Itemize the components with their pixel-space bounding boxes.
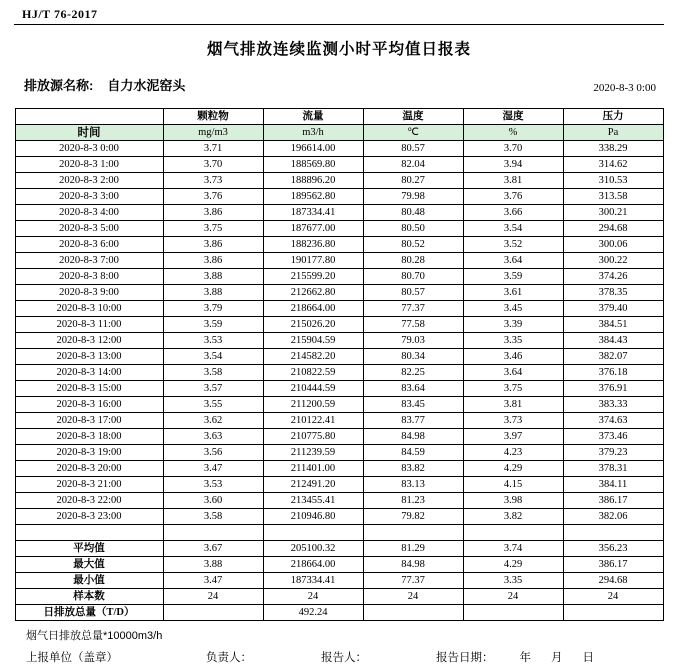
- row-cell: 3.53: [163, 477, 263, 493]
- row-cell: 3.57: [163, 381, 263, 397]
- table-row: [15, 269, 663, 285]
- table-row: [15, 413, 663, 429]
- row-cell: 310.53: [563, 173, 663, 189]
- row-cell: 3.63: [163, 429, 263, 445]
- row-cell: 4.15: [463, 477, 563, 493]
- column-header-0: 颗粒物: [163, 109, 263, 125]
- column-unit-1: m3/h: [263, 125, 363, 141]
- column-unit-2: ℃: [363, 125, 463, 141]
- row-cell: 3.81: [463, 173, 563, 189]
- row-cell: 82.04: [363, 157, 463, 173]
- standard-code: HJ/T 76-2017: [22, 7, 98, 21]
- row-cell: 3.58: [163, 365, 263, 381]
- row-cell: 3.54: [463, 221, 563, 237]
- row-time: 2020-8-3 0:00: [15, 141, 163, 157]
- summary-label: 样本数: [15, 589, 163, 605]
- daily-total-label: 日排放总量（T/D）: [15, 605, 163, 621]
- row-time: 2020-8-3 7:00: [15, 253, 163, 269]
- table-row: [15, 301, 663, 317]
- row-cell: 3.76: [163, 189, 263, 205]
- row-cell: 3.56: [163, 445, 263, 461]
- row-time: 2020-8-3 22:00: [15, 493, 163, 509]
- reporting-unit-label: 上报单位（盖章）: [26, 652, 118, 664]
- summary-cell: 84.98: [363, 557, 463, 573]
- row-cell: 3.55: [163, 397, 263, 413]
- daily-total-empty: [563, 605, 663, 621]
- header-corner: [15, 109, 163, 125]
- row-cell: 3.71: [163, 141, 263, 157]
- row-cell: 376.18: [563, 365, 663, 381]
- row-cell: 213455.41: [263, 493, 363, 509]
- page-title: 烟气排放连续监测小时平均值日报表: [206, 41, 471, 58]
- row-cell: 3.45: [463, 301, 563, 317]
- row-cell: 384.43: [563, 333, 663, 349]
- column-header-2: 温度: [363, 109, 463, 125]
- row-cell: 215904.59: [263, 333, 363, 349]
- row-cell: 382.07: [563, 349, 663, 365]
- row-cell: 210444.59: [263, 381, 363, 397]
- row-cell: 80.28: [363, 253, 463, 269]
- row-cell: 386.17: [563, 493, 663, 509]
- row-cell: 384.11: [563, 477, 663, 493]
- summary-cell: 24: [563, 589, 663, 605]
- row-time: 2020-8-3 23:00: [15, 509, 163, 525]
- row-cell: 3.76: [463, 189, 563, 205]
- row-cell: 3.70: [163, 157, 263, 173]
- row-time: 2020-8-3 5:00: [15, 221, 163, 237]
- report-datetime: 2020-8-3 0:00: [593, 82, 656, 94]
- table-row: [15, 461, 663, 477]
- column-unit-3: %: [463, 125, 563, 141]
- row-time: 2020-8-3 4:00: [15, 205, 163, 221]
- row-cell: 3.39: [463, 317, 563, 333]
- row-cell: 80.34: [363, 349, 463, 365]
- row-cell: 294.68: [563, 221, 663, 237]
- column-unit-4: Pa: [563, 125, 663, 141]
- row-cell: 196614.00: [263, 141, 363, 157]
- summary-row-average: [15, 541, 663, 557]
- summary-row-count: [15, 589, 663, 605]
- summary-label: 平均值: [15, 541, 163, 557]
- row-cell: 3.97: [463, 429, 563, 445]
- table-row: [15, 237, 663, 253]
- column-header-1: 流量: [263, 109, 363, 125]
- row-time: 2020-8-3 16:00: [15, 397, 163, 413]
- header-divider: [14, 24, 664, 25]
- row-cell: 188896.20: [263, 173, 363, 189]
- row-cell: 3.64: [463, 365, 563, 381]
- daily-total-value: 492.24: [263, 605, 363, 621]
- row-cell: 212491.20: [263, 477, 363, 493]
- row-cell: 3.62: [163, 413, 263, 429]
- row-cell: 3.61: [463, 285, 563, 301]
- row-cell: 80.57: [363, 285, 463, 301]
- row-cell: 212662.80: [263, 285, 363, 301]
- table-row: [15, 365, 663, 381]
- row-time: 2020-8-3 20:00: [15, 461, 163, 477]
- row-cell: 3.58: [163, 509, 263, 525]
- row-cell: 3.53: [163, 333, 263, 349]
- row-cell: 81.23: [363, 493, 463, 509]
- daily-total-empty: [463, 605, 563, 621]
- row-cell: 3.64: [463, 253, 563, 269]
- row-cell: 3.94: [463, 157, 563, 173]
- row-cell: 3.82: [463, 509, 563, 525]
- row-time: 2020-8-3 21:00: [15, 477, 163, 493]
- row-time: 2020-8-3 3:00: [15, 189, 163, 205]
- table-row: [15, 317, 663, 333]
- row-cell: 384.51: [563, 317, 663, 333]
- source-name: 自力水泥窑头: [107, 78, 186, 93]
- row-cell: 187677.00: [263, 221, 363, 237]
- table-row: [15, 429, 663, 445]
- row-cell: 3.86: [163, 205, 263, 221]
- year-label: 年: [519, 652, 531, 664]
- row-cell: 314.62: [563, 157, 663, 173]
- row-cell: 80.27: [363, 173, 463, 189]
- row-cell: 84.98: [363, 429, 463, 445]
- row-cell: 210775.80: [263, 429, 363, 445]
- row-cell: 79.98: [363, 189, 463, 205]
- row-cell: 313.58: [563, 189, 663, 205]
- row-cell: 3.88: [163, 269, 263, 285]
- row-cell: 215599.20: [263, 269, 363, 285]
- row-cell: 3.70: [463, 141, 563, 157]
- subheader: [14, 75, 664, 94]
- table-row: [15, 157, 663, 173]
- table-header-row: [15, 109, 663, 125]
- table-row: [15, 285, 663, 301]
- table-row: [15, 333, 663, 349]
- spacer-cell: [163, 525, 263, 541]
- row-cell: 3.47: [163, 461, 263, 477]
- summary-cell: 218664.00: [263, 557, 363, 573]
- time-column-header: 时间: [15, 125, 163, 141]
- spacer-cell: [263, 525, 363, 541]
- row-cell: 188569.80: [263, 157, 363, 173]
- table-row: [15, 445, 663, 461]
- row-time: 2020-8-3 13:00: [15, 349, 163, 365]
- summary-cell: 3.67: [163, 541, 263, 557]
- row-cell: 210822.59: [263, 365, 363, 381]
- row-cell: 218664.00: [263, 301, 363, 317]
- row-cell: 214582.20: [263, 349, 363, 365]
- row-cell: 83.64: [363, 381, 463, 397]
- table-row: [15, 205, 663, 221]
- spacer-cell: [363, 525, 463, 541]
- spacer-cell: [463, 525, 563, 541]
- row-cell: 300.22: [563, 253, 663, 269]
- row-cell: 4.29: [463, 461, 563, 477]
- summary-cell: 81.29: [363, 541, 463, 557]
- spacer-cell: [563, 525, 663, 541]
- summary-cell: 187334.41: [263, 573, 363, 589]
- row-cell: 3.79: [163, 301, 263, 317]
- summary-label: 最大值: [15, 557, 163, 573]
- summary-label: 最小值: [15, 573, 163, 589]
- row-time: 2020-8-3 11:00: [15, 317, 163, 333]
- row-cell: 3.98: [463, 493, 563, 509]
- row-cell: 383.33: [563, 397, 663, 413]
- data-table: [15, 108, 664, 621]
- row-time: 2020-8-3 17:00: [15, 413, 163, 429]
- row-cell: 3.60: [163, 493, 263, 509]
- table-row: [15, 141, 663, 157]
- row-cell: 3.73: [163, 173, 263, 189]
- row-cell: 189562.80: [263, 189, 363, 205]
- row-cell: 379.40: [563, 301, 663, 317]
- row-time: 2020-8-3 12:00: [15, 333, 163, 349]
- row-time: 2020-8-3 14:00: [15, 365, 163, 381]
- row-cell: 79.82: [363, 509, 463, 525]
- summary-cell: 24: [363, 589, 463, 605]
- row-cell: 84.59: [363, 445, 463, 461]
- footnote: 烟气日排放总量*10000m3/h: [26, 630, 163, 642]
- row-cell: 190177.80: [263, 253, 363, 269]
- row-time: 2020-8-3 2:00: [15, 173, 163, 189]
- row-cell: 80.50: [363, 221, 463, 237]
- row-cell: 300.06: [563, 237, 663, 253]
- summary-cell: 3.88: [163, 557, 263, 573]
- table-row: [15, 509, 663, 525]
- summary-cell: 3.35: [463, 573, 563, 589]
- row-cell: 376.91: [563, 381, 663, 397]
- row-cell: 338.29: [563, 141, 663, 157]
- row-cell: 3.81: [463, 397, 563, 413]
- row-cell: 3.75: [163, 221, 263, 237]
- row-cell: 3.59: [463, 269, 563, 285]
- summary-cell: 77.37: [363, 573, 463, 589]
- row-cell: 3.66: [463, 205, 563, 221]
- row-cell: 210122.41: [263, 413, 363, 429]
- row-cell: 3.52: [463, 237, 563, 253]
- table-row: [15, 189, 663, 205]
- source-label: 排放源名称:: [24, 78, 94, 93]
- column-header-3: 湿度: [463, 109, 563, 125]
- report-date-block: [436, 649, 594, 665]
- row-cell: 77.37: [363, 301, 463, 317]
- row-cell: 82.25: [363, 365, 463, 381]
- row-cell: 378.31: [563, 461, 663, 477]
- summary-cell: 24: [463, 589, 563, 605]
- summary-cell: 3.74: [463, 541, 563, 557]
- row-cell: 83.45: [363, 397, 463, 413]
- row-time: 2020-8-3 8:00: [15, 269, 163, 285]
- row-cell: 80.48: [363, 205, 463, 221]
- summary-row-min: [15, 573, 663, 589]
- daily-total-empty: [363, 605, 463, 621]
- summary-cell: 205100.32: [263, 541, 363, 557]
- row-time: 2020-8-3 18:00: [15, 429, 163, 445]
- table-row: [15, 253, 663, 269]
- row-time: 2020-8-3 19:00: [15, 445, 163, 461]
- row-time: 2020-8-3 6:00: [15, 237, 163, 253]
- row-cell: 215026.20: [263, 317, 363, 333]
- row-cell: 374.63: [563, 413, 663, 429]
- row-cell: 188236.80: [263, 237, 363, 253]
- column-header-4: 压力: [563, 109, 663, 125]
- summary-cell: 3.47: [163, 573, 263, 589]
- daily-total-empty: [163, 605, 263, 621]
- row-cell: 374.26: [563, 269, 663, 285]
- row-cell: 300.21: [563, 205, 663, 221]
- row-cell: 4.23: [463, 445, 563, 461]
- row-cell: 379.23: [563, 445, 663, 461]
- reporter-label: 报告人：: [321, 652, 367, 664]
- row-cell: 3.75: [463, 381, 563, 397]
- month-label: 月: [551, 652, 563, 664]
- row-cell: 80.57: [363, 141, 463, 157]
- summary-cell: 24: [263, 589, 363, 605]
- row-cell: 3.86: [163, 237, 263, 253]
- row-cell: 211200.59: [263, 397, 363, 413]
- row-cell: 83.77: [363, 413, 463, 429]
- report-date-label: 报告日期：: [436, 652, 494, 664]
- table-row: [15, 221, 663, 237]
- row-time: 2020-8-3 9:00: [15, 285, 163, 301]
- summary-cell: 386.17: [563, 557, 663, 573]
- table-row: [15, 493, 663, 509]
- row-cell: 211401.00: [263, 461, 363, 477]
- spacer-row: [15, 525, 663, 541]
- signature-row: [14, 649, 664, 665]
- table-row: [15, 173, 663, 189]
- row-cell: 77.58: [363, 317, 463, 333]
- table-row: [15, 397, 663, 413]
- row-cell: 211239.59: [263, 445, 363, 461]
- spacer-cell: [15, 525, 163, 541]
- row-cell: 187334.41: [263, 205, 363, 221]
- summary-cell: 356.23: [563, 541, 663, 557]
- day-label: 日: [582, 652, 594, 664]
- summary-cell: 294.68: [563, 573, 663, 589]
- row-cell: 83.82: [363, 461, 463, 477]
- row-cell: 210946.80: [263, 509, 363, 525]
- row-cell: 382.06: [563, 509, 663, 525]
- table-row: [15, 349, 663, 365]
- row-cell: 378.35: [563, 285, 663, 301]
- table-row: [15, 477, 663, 493]
- row-cell: 3.86: [163, 253, 263, 269]
- row-cell: 80.52: [363, 237, 463, 253]
- responsible-person-label: 负责人：: [206, 652, 252, 664]
- source-block: [24, 75, 185, 94]
- summary-row-max: [15, 557, 663, 573]
- row-time: 2020-8-3 10:00: [15, 301, 163, 317]
- row-cell: 3.46: [463, 349, 563, 365]
- unit-row: [15, 125, 663, 141]
- table-row: [15, 381, 663, 397]
- row-cell: 3.35: [463, 333, 563, 349]
- row-cell: 80.70: [363, 269, 463, 285]
- row-cell: 79.03: [363, 333, 463, 349]
- row-cell: 373.46: [563, 429, 663, 445]
- row-cell: 3.88: [163, 285, 263, 301]
- daily-total-row: [15, 605, 663, 621]
- row-time: 2020-8-3 1:00: [15, 157, 163, 173]
- row-cell: 3.73: [463, 413, 563, 429]
- row-cell: 3.54: [163, 349, 263, 365]
- row-time: 2020-8-3 15:00: [15, 381, 163, 397]
- row-cell: 3.59: [163, 317, 263, 333]
- row-cell: 83.13: [363, 477, 463, 493]
- column-unit-0: mg/m3: [163, 125, 263, 141]
- summary-cell: 24: [163, 589, 263, 605]
- summary-cell: 4.29: [463, 557, 563, 573]
